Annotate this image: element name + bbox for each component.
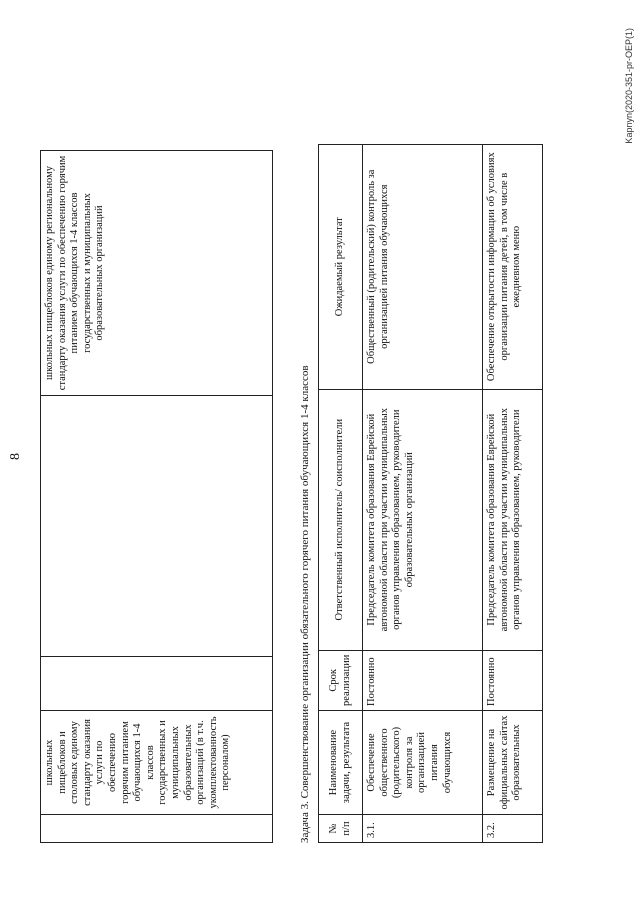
continued-table [40, 150, 273, 843]
table-cell-result: школьных пищеблоков единому региональному стандарту оказания услуги по обеспечению горячим питанием обучающихся 1-4 классов государственных и муниципальных образовательных организаций [41, 151, 273, 396]
header-num: № п/п [319, 815, 363, 843]
table-cell-num [41, 815, 273, 843]
table-cell-term [41, 657, 273, 711]
table-row [483, 144, 543, 842]
table-cell-name: школьных пищеблоков и столовых единому стандарту оказания услуги по обеспечению горячим питанием обучающихся 1-4 классов государственных и муниципальных образовательных организаций (в т.ч. укомплектованность персоналом) [41, 711, 273, 815]
row-name: Размещение на официальных сайтах образовательных [483, 711, 543, 815]
row-result: Обеспечение открытости информации об условиях организации питания детей, в том числе в ежедневном меню [483, 144, 543, 389]
header-name: Наименование задачи, результата [319, 711, 363, 815]
header-result: Ожидаемый результат [319, 144, 363, 389]
table-cell-executor [41, 396, 273, 657]
header-term: Срок реализации [319, 650, 363, 710]
row-result: Общественный (родительский) контроль за организацией питания обучающихся [363, 144, 483, 389]
task-heading: Задача 3. Совершенствование организации обязательного горячего питания обучающихся 1-4 классов [299, 365, 311, 843]
row-term: Постоянно [483, 650, 543, 710]
row-executor: Председатель комитета образования Еврейской автономной области при участии муниципальных органов управления образованием, руководители [483, 389, 543, 650]
table-row [41, 151, 273, 843]
document-code: Kapnyn(2020-351-pr-OEP(1) [624, 28, 634, 144]
row-name: Обеспечение общественного (родительского) контроля за организацией питания обучающихся [363, 711, 483, 815]
row-executor: Председатель комитета образования Еврейской автономной области при участии муниципальных органов управления образованием, руководители образовательных организаций [363, 389, 483, 650]
header-executor: Ответственный исполнитель/ соисполнители [319, 389, 363, 650]
table-row [363, 144, 483, 842]
page-number: 8 [8, 453, 23, 460]
row-term: Постоянно [363, 650, 483, 710]
row-num: 3.1. [363, 815, 483, 843]
task-table [318, 144, 543, 843]
table-header-row [319, 144, 363, 842]
row-num: 3.2. [483, 815, 543, 843]
